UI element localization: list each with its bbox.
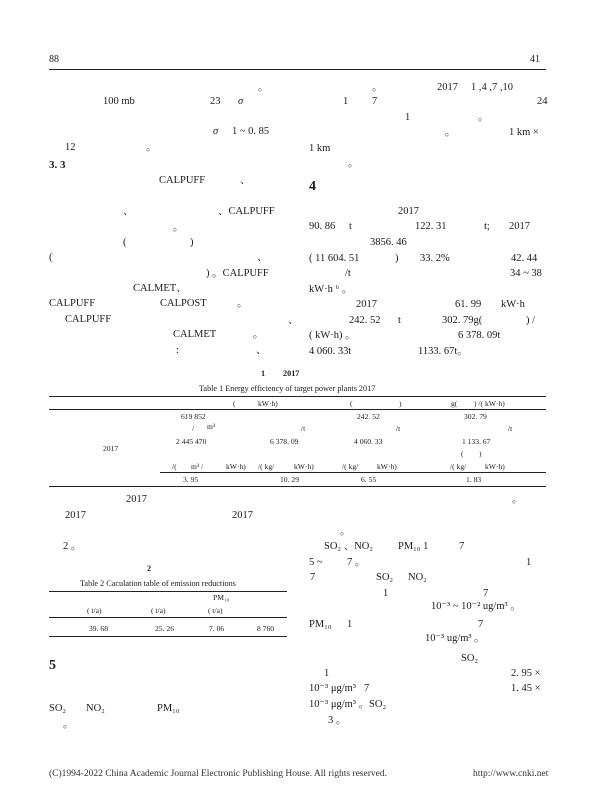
text-fragment: 2017 xyxy=(65,510,86,521)
text-fragment: 33. 2% xyxy=(420,253,450,264)
text-fragment: 2017 xyxy=(232,510,253,521)
text-fragment: 7 xyxy=(364,683,370,694)
text-fragment: 5 ~ xyxy=(309,557,323,568)
text-fragment: 。 xyxy=(372,82,383,93)
text-fragment: ) xyxy=(395,253,399,264)
text-fragment: 。 xyxy=(340,526,351,537)
text-fragment: 7 xyxy=(483,588,489,599)
text-fragment: 。 xyxy=(237,298,248,309)
table-cell: /( kg/ xyxy=(342,462,359,471)
text-fragment: CALPUFF xyxy=(159,175,206,186)
text-fragment: 1 km xyxy=(309,143,331,154)
table-header-cell: ( xyxy=(350,399,353,408)
text-fragment: 1. 45 × xyxy=(511,683,541,694)
page-number-right: 41 xyxy=(530,54,540,65)
text-fragment: 。 xyxy=(253,329,264,340)
text-fragment: t xyxy=(398,315,401,326)
text-fragment: 。 xyxy=(146,142,157,153)
text-fragment: PM₁₀ 1 xyxy=(398,541,429,552)
text-fragment: NO₂ xyxy=(408,572,427,583)
text-fragment: t; xyxy=(484,221,490,232)
text-fragment: CALPOST xyxy=(160,298,207,309)
table-2-cell: 39. 68 xyxy=(89,624,108,633)
section-heading-3-3: 3. 3 xyxy=(49,159,66,171)
text-fragment: SO₂ xyxy=(49,703,67,714)
text-fragment: 61. 99 xyxy=(455,299,482,310)
section-heading-4: 4 xyxy=(309,179,316,194)
text-fragment: 。 xyxy=(478,112,489,123)
table-cell: 3. 95 xyxy=(183,475,199,484)
section-heading-5: 5 xyxy=(49,658,56,673)
text-fragment: kW·h xyxy=(501,299,525,310)
table-title-year: 2017 xyxy=(283,369,300,378)
text-fragment: 1 km × xyxy=(509,127,539,138)
text-fragment: t xyxy=(349,221,352,232)
table-cell: ( xyxy=(461,449,464,458)
table-cell: ) xyxy=(479,449,482,458)
text-fragment: 。 xyxy=(445,127,456,138)
table-cell: 619 852 xyxy=(181,412,206,421)
table-cell: kW·h) xyxy=(294,462,314,471)
text-fragment: 1 xyxy=(405,112,411,123)
text-fragment: 1 xyxy=(526,557,532,568)
text-fragment: 6 378. 09t xyxy=(458,330,501,341)
text-fragment: 24 xyxy=(537,96,548,107)
text-fragment: ( 11 604. 51 xyxy=(309,253,360,264)
text-fragment: : xyxy=(176,345,179,356)
text-fragment: 1 xyxy=(343,96,349,107)
table-cell: 2 445 470 xyxy=(176,437,207,446)
text-fragment: CALMET、 xyxy=(133,283,187,294)
table-cell: /t xyxy=(508,424,513,433)
text-fragment: 2017 xyxy=(509,221,530,232)
table-header-cell: ) /( kW·h) xyxy=(474,399,505,408)
text-fragment: 2017 xyxy=(126,494,147,505)
text-fragment: 2 。 xyxy=(63,541,82,552)
text-fragment: SO₂ xyxy=(376,572,394,583)
text-fragment: kW·h ⁶ 。 xyxy=(309,284,353,295)
table-cell: /t xyxy=(396,424,401,433)
table-cell: 4 060. 33 xyxy=(354,437,383,446)
table-cell: kW·h) xyxy=(485,462,505,471)
text-fragment: 7 xyxy=(478,619,484,630)
table-caption: Table 1 Energy efficiency of target power plants 2017 xyxy=(199,384,376,393)
text-fragment: 2017 xyxy=(356,299,377,310)
text-fragment: 、 xyxy=(256,345,267,356)
text-fragment: 1133. 67t。 xyxy=(418,346,468,357)
text-fragment: 3 。 xyxy=(328,715,347,726)
text-fragment: 。 xyxy=(173,222,184,233)
sigma-symbol: σ xyxy=(213,126,219,137)
table-cell: 242. 52 xyxy=(357,412,380,421)
table-cell: /( kg/ xyxy=(258,462,275,471)
text-fragment: 7 。 xyxy=(347,557,366,568)
text-fragment: 、 xyxy=(123,206,134,217)
text-fragment: 10⁻³ μg/m³ 。SO₂ xyxy=(309,699,387,710)
table-2-cell: 25. 26 xyxy=(155,624,174,633)
text-fragment: /t xyxy=(345,268,351,279)
source-url: http://www.cnki.net xyxy=(473,769,549,779)
text-line: 。 xyxy=(258,82,269,93)
table-2-caption: Table 2 Caculation table of emission reductions xyxy=(80,579,236,588)
text-fragment: 1 ,4 ,7 ,10 xyxy=(471,82,513,93)
table-2-bottom-rule xyxy=(49,636,287,637)
table-title-number: 1 xyxy=(261,369,266,378)
text-fragment: 2. 95 × xyxy=(511,668,541,679)
table-2-pm-header: PM₁₀ xyxy=(213,593,230,602)
text-fragment: 10⁻³ ug/m³ 。 xyxy=(425,633,485,644)
table-cell: 6. 55 xyxy=(361,475,377,484)
text-fragment: ( xyxy=(49,252,53,263)
table-2-cell: 8 760 xyxy=(257,624,275,633)
text-fragment: 122. 31 xyxy=(415,221,447,232)
table-header-cell: g( xyxy=(451,399,458,408)
table-2-unit: ( t/a) xyxy=(151,606,166,615)
text-fragment: SO₂ xyxy=(461,653,479,664)
table-cell: m³ / xyxy=(191,462,204,471)
header-rule xyxy=(49,69,546,70)
text-fragment: 23 xyxy=(210,96,221,107)
text-fragment: 100 mb xyxy=(103,96,135,107)
text-fragment: 242. 52 xyxy=(349,315,381,326)
text-fragment: CALPUFF xyxy=(65,314,112,325)
text-fragment: 42. 44 xyxy=(511,253,538,264)
text-fragment: 7 xyxy=(459,541,465,552)
page-number-left: 88 xyxy=(49,54,59,65)
table-inner-rule xyxy=(160,472,546,473)
table-2-cell: 7. 06 xyxy=(209,624,225,633)
text-fragment: CALPUFF xyxy=(49,298,96,309)
text-fragment: 302. 79g( xyxy=(442,315,483,326)
table-cell: 1 133. 67 xyxy=(462,437,491,446)
text-fragment: 、 xyxy=(257,252,268,263)
text-fragment: 。 xyxy=(348,158,359,169)
text-fragment: 4 060. 33t xyxy=(309,346,352,357)
text-fragment: ) xyxy=(190,237,194,248)
table-cell: kW·h) xyxy=(226,462,246,471)
table-top-rule xyxy=(49,396,546,397)
text-fragment: 、CALPUFF xyxy=(218,206,275,217)
text-fragment: 2017 xyxy=(398,206,419,217)
text-fragment: 1 xyxy=(324,668,330,679)
text-fragment: SO₂ 、NO₂ xyxy=(324,541,374,552)
text-fragment: ( xyxy=(123,237,127,248)
text-fragment: CALMET xyxy=(173,329,217,340)
text-fragment: 1 xyxy=(383,588,389,599)
table-bottom-rule xyxy=(49,486,546,487)
text-fragment: 1 xyxy=(347,619,353,630)
text-fragment: 12 xyxy=(65,142,76,153)
text-fragment: 2017 xyxy=(437,82,458,93)
text-fragment: ) 。CALPUFF xyxy=(206,268,269,279)
table-cell: 6 378. 09 xyxy=(270,437,299,446)
copyright-notice: (C)1994-2022 China Academic Journal Electronic Publishing House. All rights reserved. xyxy=(49,769,387,779)
text-fragment: 、 xyxy=(288,315,299,326)
table-cell: 1. 83 xyxy=(466,475,482,484)
table-2-unit: ( t/a) xyxy=(87,606,102,615)
table-row-label: 2017 xyxy=(103,444,119,453)
text-fragment: PM₁₀ xyxy=(157,703,180,714)
text-fragment: 。 xyxy=(512,494,523,505)
table-cell: m³ xyxy=(207,422,216,431)
sigma-symbol: σ xyxy=(238,96,244,107)
table-header-cell: ) xyxy=(399,399,402,408)
table-2-header-rule xyxy=(49,617,287,618)
text-fragment: 7 xyxy=(372,96,378,107)
table-header-cell: ( xyxy=(233,399,236,408)
table-cell: 302. 79 xyxy=(464,412,487,421)
table-cell: /t xyxy=(301,424,306,433)
table-cell: kW·h) xyxy=(377,462,397,471)
text-fragment: ) / xyxy=(526,315,536,326)
table-2-title-number: 2 xyxy=(147,564,152,573)
table-header-rule xyxy=(49,409,546,410)
table-2-unit: ( t/a) xyxy=(208,606,223,615)
text-fragment: NO₂ xyxy=(86,703,105,714)
text-fragment: PM₁₀ xyxy=(309,619,332,630)
text-fragment: 90. 86 xyxy=(309,221,336,232)
text-fragment: 7 xyxy=(310,572,316,583)
table-header-cell: kW·h) xyxy=(258,399,278,408)
text-fragment: 34 ~ 38 xyxy=(510,268,542,279)
text-fragment: ( kW·h) 。 xyxy=(309,330,356,341)
text-fragment: 10⁻³ μg/m³ xyxy=(309,683,356,694)
text-fragment: 10⁻³ ~ 10⁻² ug/m³ 。 xyxy=(431,601,521,612)
table-2-top-rule xyxy=(49,591,287,592)
text-fragment: 、 xyxy=(240,175,251,186)
table-cell: / xyxy=(192,424,195,433)
table-cell: /( kg/ xyxy=(450,462,467,471)
table-cell: /( xyxy=(172,462,177,471)
text-fragment: 。 xyxy=(63,719,74,730)
text-fragment: 1 ~ 0. 85 xyxy=(232,126,270,137)
table-cell: 10. 29 xyxy=(280,475,299,484)
text-fragment: 3856. 46 xyxy=(370,237,407,248)
